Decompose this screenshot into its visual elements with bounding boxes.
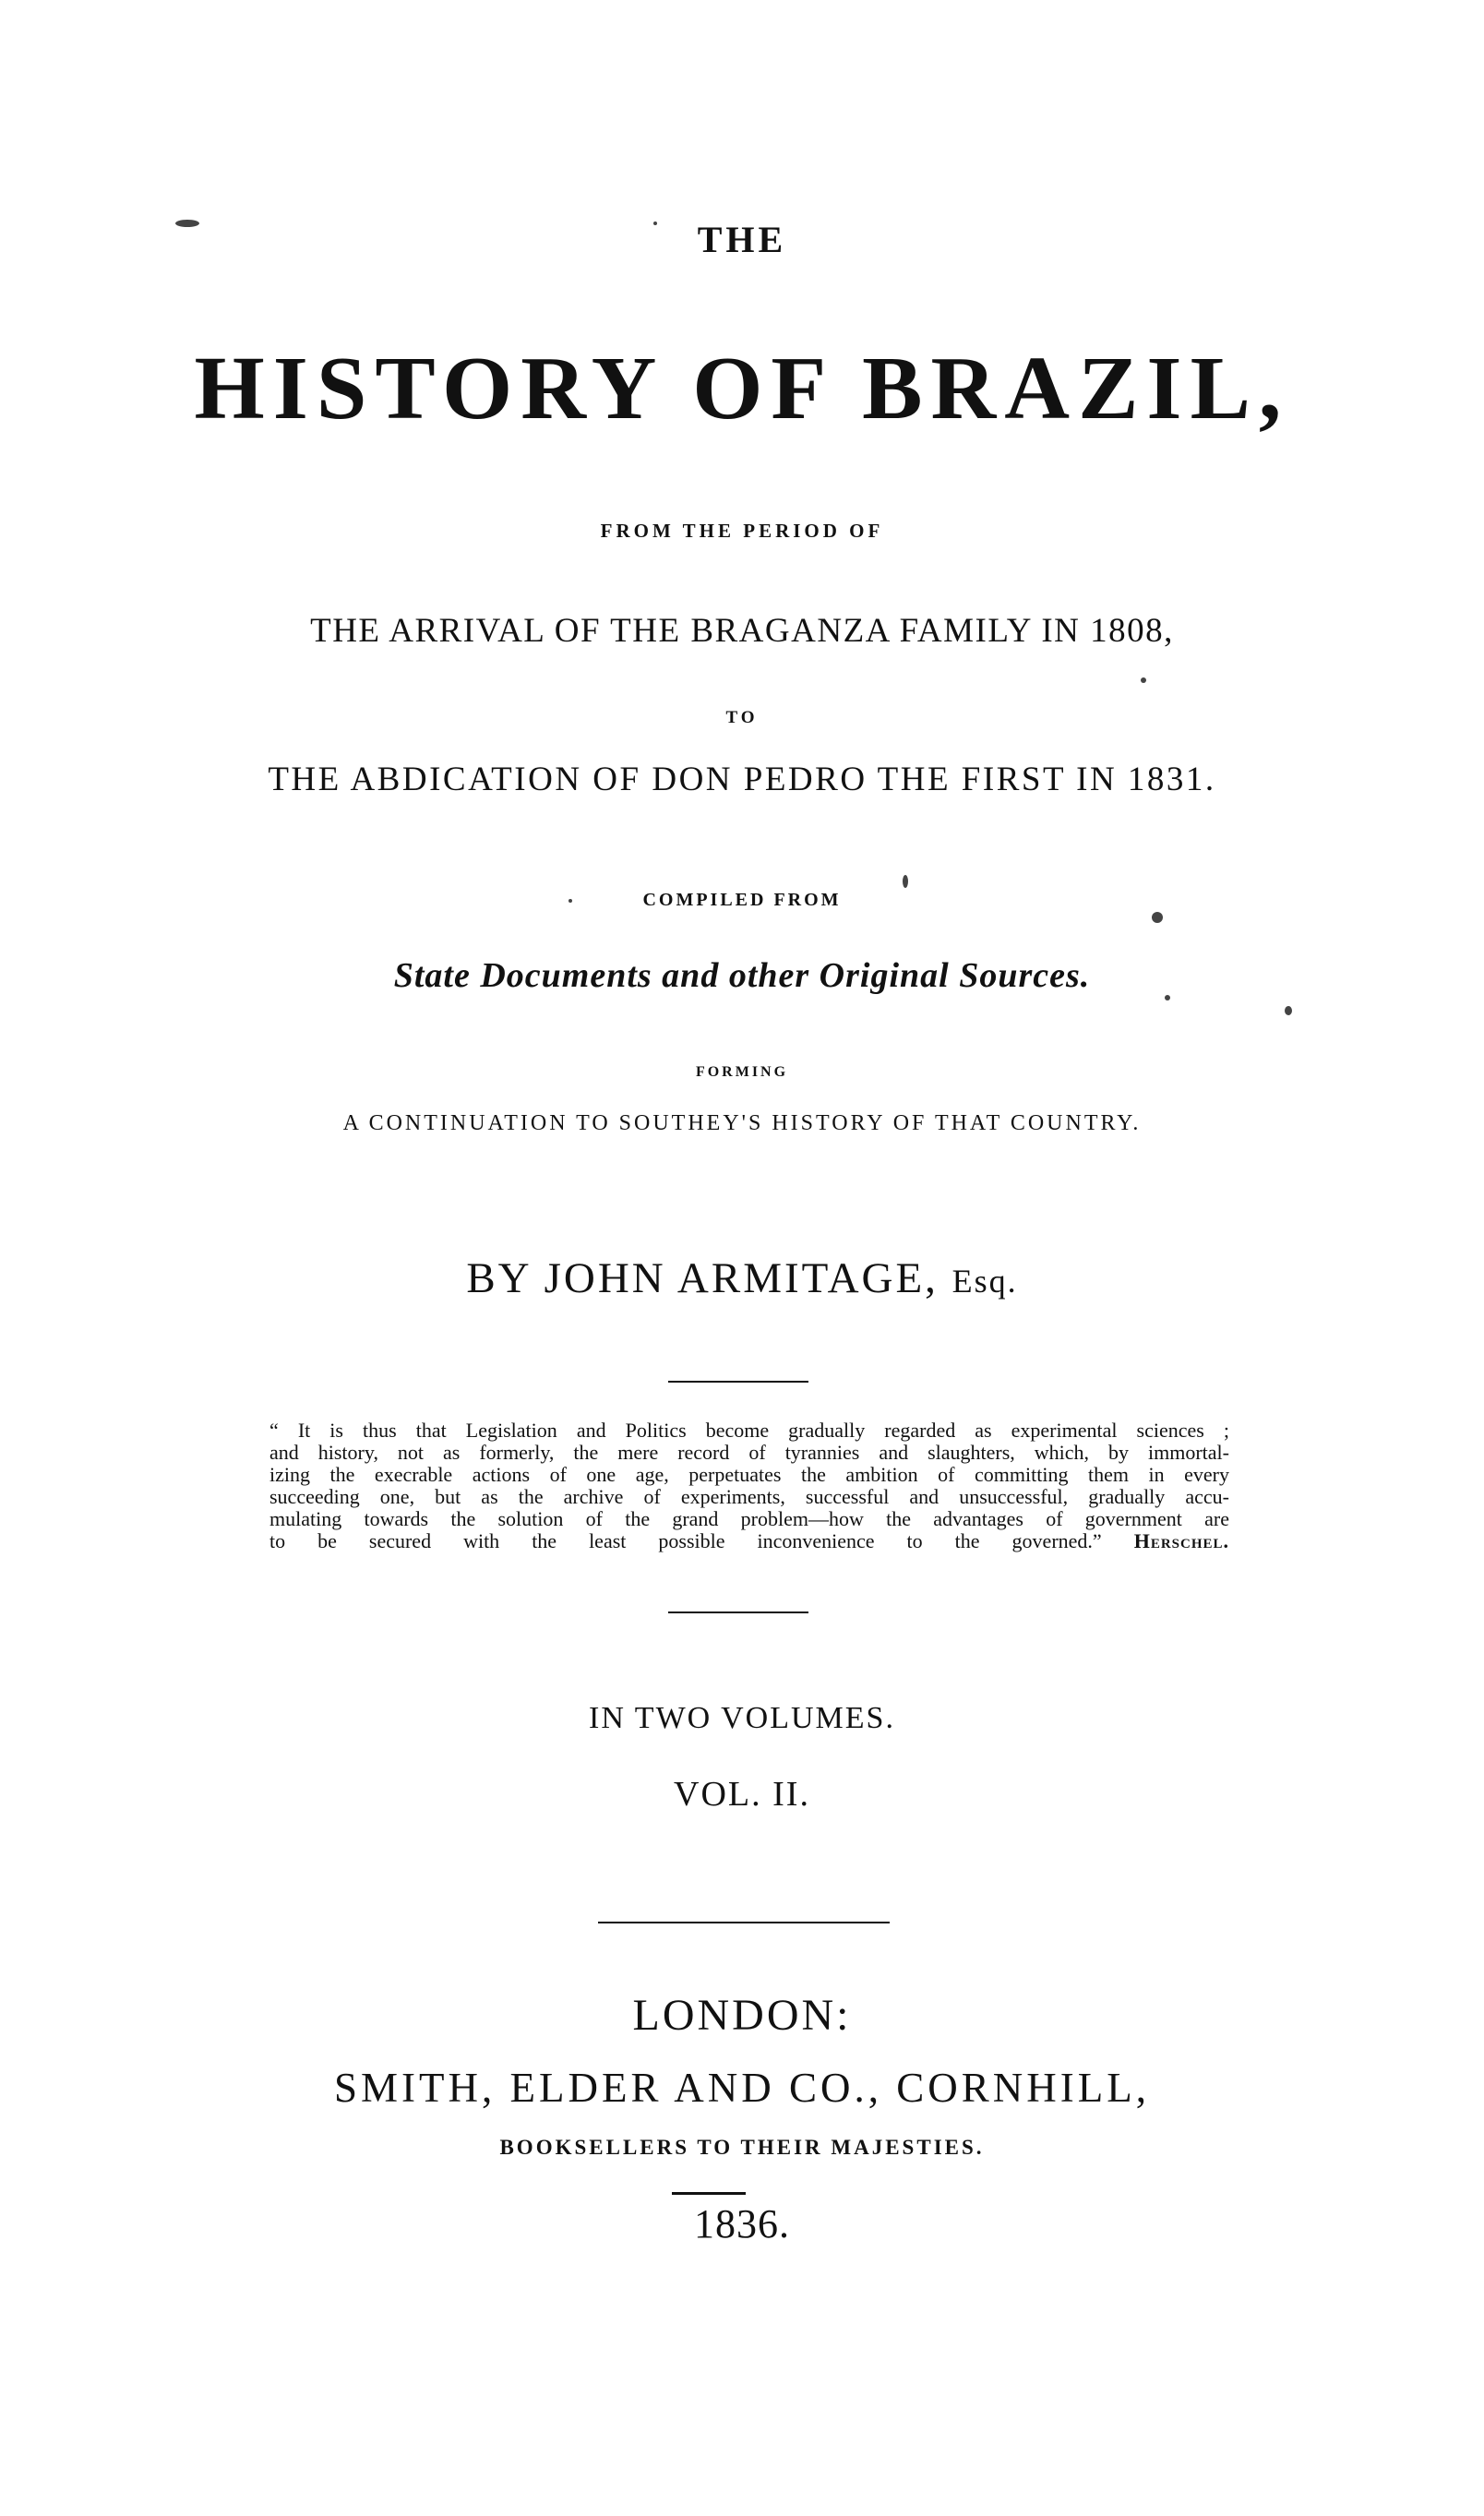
epigraph-line: succeeding one, but as the archive of experiments, successful and unsuccessful, gradually accu- [269,1485,1229,1508]
divider-rule [668,1381,808,1383]
title-article: THE [697,219,787,260]
subtitle-to: TO [725,708,759,727]
author-line [0,1254,1484,1302]
subtitle-arrival: THE ARRIVAL OF THE BRAGANZA FAMILY IN 1808, [310,612,1174,650]
volumes-count: IN TWO VOLUMES. [589,1701,895,1735]
sources-line: State Documents and other Original Sources. [393,956,1091,995]
scan-speck [653,222,657,225]
imprint-publisher: SMITH, ELDER AND CO., CORNHILL, [334,2065,1150,2111]
epigraph-line: mulating towards the solution of the grand problem—how the advantages of government are [269,1507,1229,1530]
imprint-city: LONDON: [632,1991,852,2040]
scan-speck [1165,995,1170,1000]
epigraph-line: and history, not as formerly, the mere record of tyrannies and slaughters, which, by immortal- [269,1441,1229,1464]
scan-speck [903,875,908,888]
epigraph-line: to be secured with the least possible inconvenience to the governed.” [269,1529,1102,1552]
author-name: BY JOHN ARMITAGE, [466,1254,939,1302]
compiled-from-label: COMPILED FROM [642,890,842,910]
imprint-booksellers: BOOKSELLERS TO THEIR MAJESTIES. [499,2136,985,2159]
forming-label: FORMING [695,1064,789,1080]
main-title: HISTORY OF BRAZIL, [194,339,1290,438]
scan-speck [1141,677,1146,683]
epigraph [269,1420,1229,1552]
epigraph-line: “ It is thus that Legislation and Politics become gradually regarded as experimental sciences ; [269,1419,1229,1442]
continuation-line: A CONTINUATION TO SOUTHEY'S HISTORY OF THAT COUNTRY. [342,1111,1142,1135]
epigraph-line: izing the execrable actions of one age, perpetuates the ambition of committing them in every [269,1463,1229,1486]
subtitle-abdication: THE ABDICATION OF DON PEDRO THE FIRST IN 1831. [268,761,1216,798]
epigraph-attribution: Herschel. [1133,1529,1230,1552]
imprint-year: 1836. [694,2201,790,2246]
divider-rule [598,1922,890,1923]
scan-speck [568,899,572,903]
volume-number: VOL. II. [674,1775,810,1814]
divider-rule [668,1611,808,1613]
author-suffix: Esq. [951,1263,1018,1300]
scan-speck [1152,912,1163,923]
divider-rule [672,2192,746,2195]
epigraph-last-line [269,1530,1229,1552]
scan-speck [1285,1006,1292,1015]
scan-speck [175,220,199,227]
subtitle-from-period: FROM THE PERIOD OF [600,520,884,542]
